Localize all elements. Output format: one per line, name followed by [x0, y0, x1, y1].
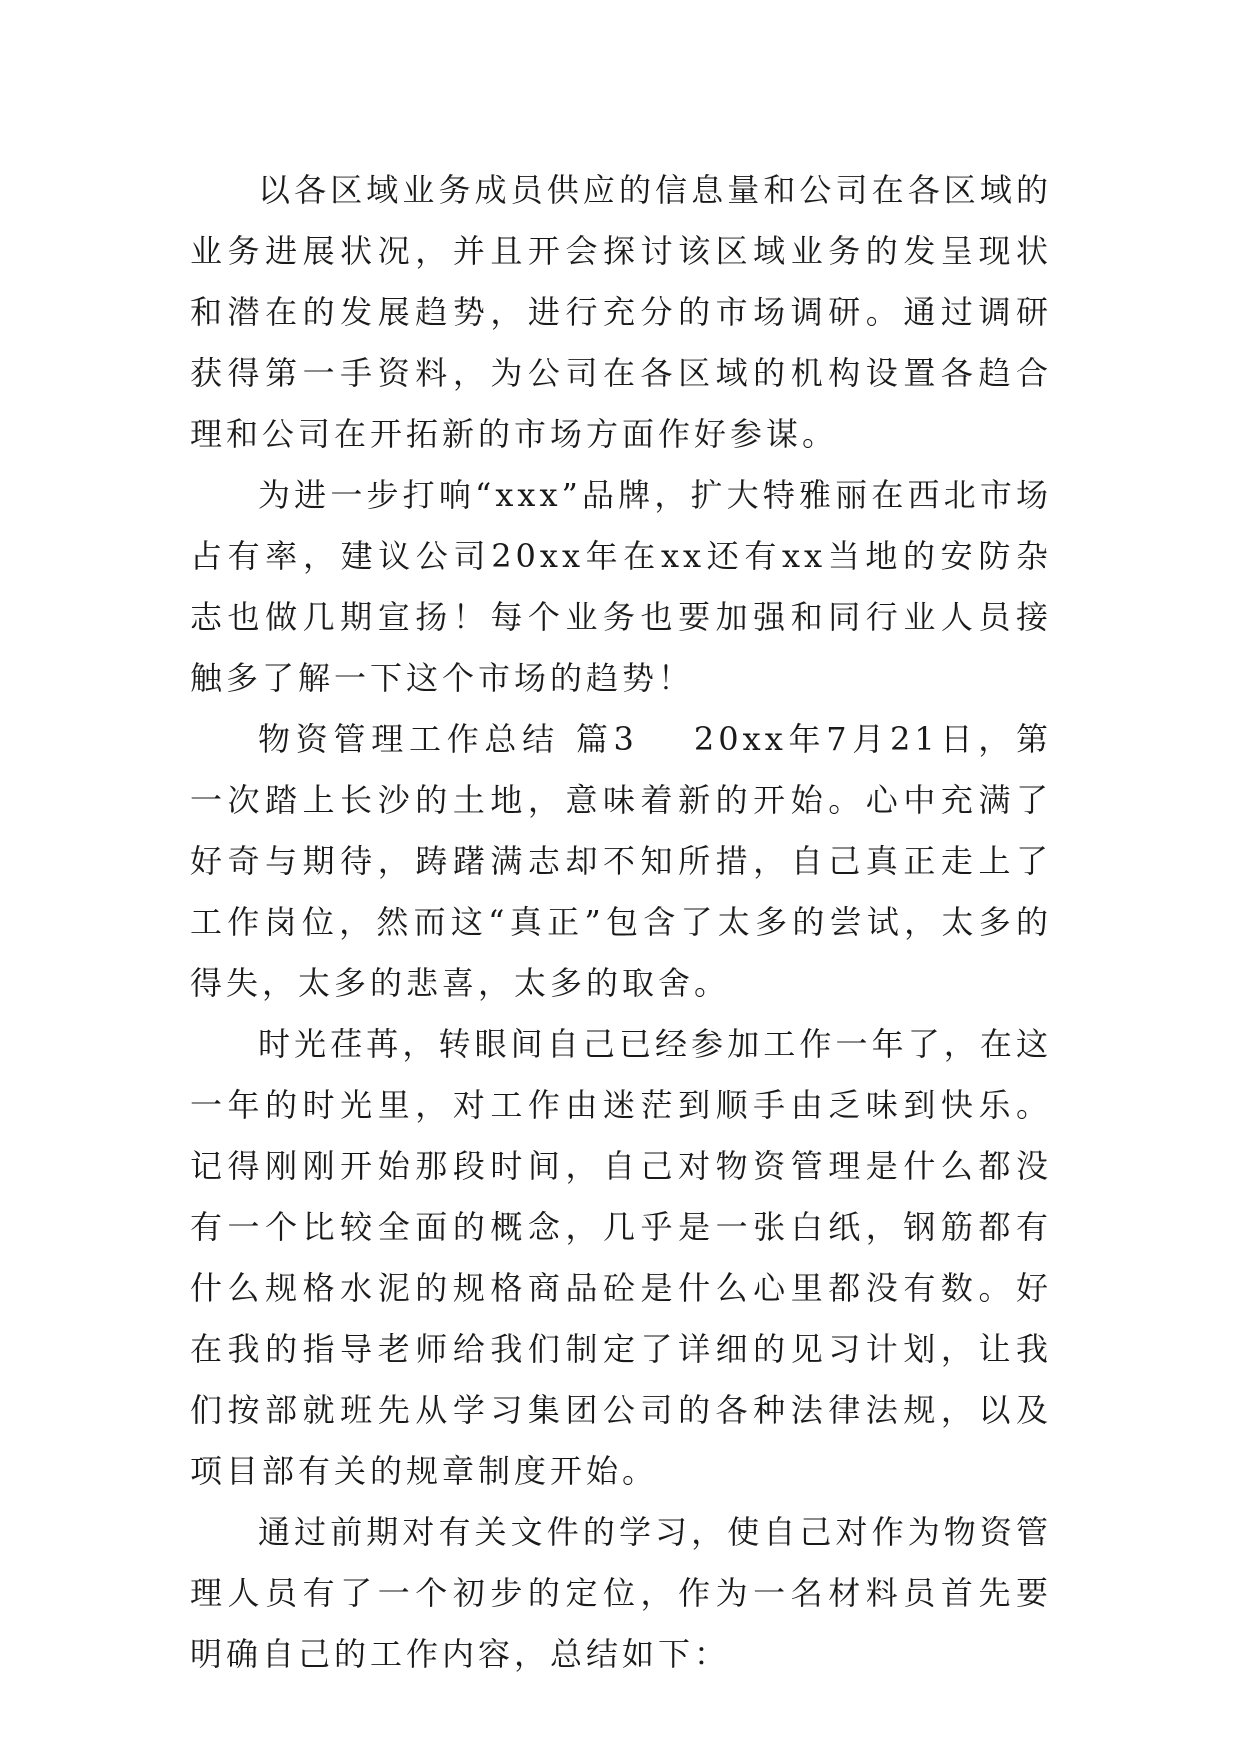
paragraph-5 [190, 1502, 1052, 1685]
paragraph-3-text: 20xx年7月21日，第一次踏上长沙的土地，意味着新的开始。心中充满了好奇与期待，踌躇满志却不知所措，自己真正走上了工作岗位，然而这“真正”包含了太多的尝试，太多的得失，太多的悲喜，太多的取舍。 [190, 720, 1052, 1002]
paragraph-4-text: 时光荏苒，转眼间自己已经参加工作一年了，在这一年的时光里，对工作由迷茫到顺手由乏味到快乐。记得刚刚开始那段时间，自己对物资管理是什么都没有一个比较全面的概念，几乎是一张白纸，钢筋都有什么规格水泥的规格商品砼是什么心里都没有数。好在我的指导老师给我们制定了详细的见习计划，让我们按部就班先从学习集团公司的各种法律法规，以及项目部有关的规章制度开始。 [190, 1025, 1052, 1490]
paragraph-1 [190, 160, 1052, 465]
paragraph-2 [190, 465, 1052, 709]
paragraph-4 [190, 1014, 1052, 1502]
paragraph-5-text: 通过前期对有关文件的学习，使自己对作为物资管理人员有了一个初步的定位，作为一名材料员首先要明确自己的工作内容，总结如下： [190, 1513, 1052, 1673]
section-heading: 物资管理工作总结 篇3 [258, 720, 638, 758]
paragraph-1-text: 以各区域业务成员供应的信息量和公司在各区域的业务进展状况，并且开会探讨该区域业务的发呈现状和潜在的发展趋势，进行充分的市场调研。通过调研获得第一手资料，为公司在各区域的机构设置各趋合理和公司在开拓新的市场方面作好参谋。 [190, 171, 1052, 453]
document-body [190, 160, 1052, 1685]
paragraph-3 [190, 709, 1052, 1014]
paragraph-2-text: 为进一步打响“xxx”品牌，扩大特雅丽在西北市场占有率，建议公司20xx年在xx还有xx当地的安防杂志也做几期宣扬！每个业务也要加强和同行业人员接触多了解一下这个市场的趋势！ [190, 476, 1052, 697]
